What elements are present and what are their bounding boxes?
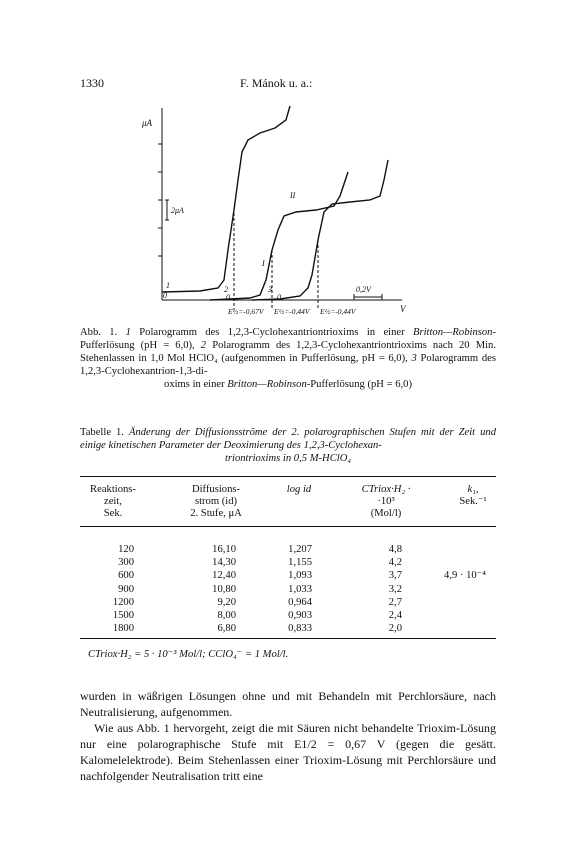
half-wave-label-2: E½=-0,44V <box>274 307 310 316</box>
paragraph: wurden in wäßrigen Lösungen ohne und mit Behandeln mit Perchlorsäure, nach Neutralisierung, aufgenommen. <box>80 689 496 719</box>
half-wave-label-1: E½=-0,67V <box>228 307 264 316</box>
paragraph: Wie aus Abb. 1 hervorgeht, zeigt die mit Säuren nicht behandelte Trioxim-Lösung nur eine polarographische Stufe mit E1/2 = 0,67 V (gegen die gesätt. Kalomelelektrode). Beim Stehenlassen einer Trioxim-Lösung mit Perchlorsäure und nachfolgender Neutralisation tritt eine <box>80 721 496 783</box>
header-line: Diffusions- <box>191 484 241 495</box>
header-line: ·10³ <box>377 496 395 507</box>
caption-text: Polarogramm des 1,2,3-Cyclohexantrion-1,3-di- <box>80 353 496 377</box>
header-line: Sek. <box>103 508 123 519</box>
zero-label-1: 0 <box>163 291 167 300</box>
caption-curve-ref: 1 <box>125 327 131 338</box>
x-unit-label: V <box>400 304 406 314</box>
table-cell: 10,80 <box>212 583 236 595</box>
figure-caption <box>80 326 496 391</box>
header-line: strom (id) <box>194 496 238 507</box>
curve-label-2: 2 <box>224 285 228 294</box>
table-cell: 2,7 <box>388 596 402 608</box>
curve-1 <box>162 106 290 292</box>
table-cell: 3,2 <box>388 583 402 595</box>
table-footnote: CTriox·H₂ = 5 · 10⁻³ Mol/l; CClO₄⁻ = 1 Mol/l. <box>88 649 289 660</box>
table-cell: 1500 <box>112 610 134 621</box>
header-line: CTriox·H₂ · <box>361 484 411 495</box>
header-line: (Mol/l) <box>370 508 402 519</box>
header-line: k₁, <box>467 484 479 495</box>
table-cell: 300 <box>118 557 134 569</box>
caption-text: oxims in einer <box>164 379 228 390</box>
caption-last-line <box>80 378 496 391</box>
x-scale-label: 0,2V <box>356 285 371 294</box>
table-cell: 2,4 <box>388 610 402 621</box>
table-cell: 0,833 <box>288 623 312 635</box>
header-line: log id <box>286 484 312 495</box>
header-log-id <box>274 484 324 496</box>
y-unit-label: μA <box>142 118 153 128</box>
header-line: zeit, <box>104 496 122 507</box>
caption-italic: Britton—Robinson <box>413 327 493 338</box>
curve-label-3: 3 <box>268 285 272 294</box>
table-cell: 16,10 <box>212 544 236 555</box>
polarogram-figure <box>140 100 440 322</box>
table-cell: 0,903 <box>288 610 312 621</box>
curve-3 <box>252 160 388 300</box>
table-title: Änderung der Diffusionsströme der 2. polarographischen Stufen mit der Zeit und einige kinetischen Parameter der Deoximierung des 1,2,3-Cyclohexan- <box>80 427 496 451</box>
header-concentration <box>346 484 426 520</box>
curve-label-I: I <box>262 259 265 268</box>
table-cell: 1,093 <box>288 570 312 582</box>
table-cell: 4,2 <box>388 557 402 569</box>
table-cell: 1,033 <box>288 583 312 595</box>
table-cell: 4,8 <box>388 544 402 555</box>
table-top-rule <box>80 476 496 477</box>
table-cell: 1,155 <box>288 557 312 569</box>
caption-lead: Abb. 1. <box>80 327 126 338</box>
table-cell: 12,40 <box>212 570 236 582</box>
table-label: Tabelle 1. <box>80 427 129 438</box>
zero-label-2: 0 <box>226 293 230 302</box>
zero-label-3: 0 <box>277 293 281 302</box>
table-cell: 14,30 <box>212 557 236 569</box>
caption-italic: Britton—Robinson <box>227 379 307 390</box>
table-cell: 2,0 <box>388 623 402 635</box>
table-header-rule <box>80 526 496 527</box>
table-cell: 6,80 <box>217 623 236 635</box>
table-cell: 120 <box>118 544 134 555</box>
header-k1 <box>448 484 498 508</box>
header-diffusion-current <box>176 484 256 520</box>
caption-text: Polarogramm des 1,2,3-Cyclohexantriontrioxims in einer <box>130 327 413 338</box>
caption-text: -Pufferlösung (pH = 6,0) <box>306 379 412 390</box>
table-cell: 8,00 <box>217 610 236 621</box>
table-caption <box>80 426 496 465</box>
caption-text: -Pufferlösung (pH = 6,0), <box>80 327 496 351</box>
caption-curve-ref: 2 <box>200 340 207 351</box>
k1-value: 4,9 · 10⁻⁴ <box>444 570 486 581</box>
header-line: 2. Stufe, μA <box>190 508 242 519</box>
curve-label-1: 1 <box>166 281 170 290</box>
caption-text: Polarogramm des 1,2,3-Cyclohexantriontrioxims nach 20 Min. Stehenlassen in 1,0 Mol HClO₄ (aufgenommen in Pufferlösung, pH = 6,0), <box>80 340 496 364</box>
table-title-end: triontrioxims in 0,5 M-HClO₄ <box>224 453 352 464</box>
scale-bar-label: 2μA <box>171 206 184 215</box>
header-reaction-time <box>82 484 144 520</box>
table-cell: 900 <box>118 583 134 595</box>
half-wave-label-3: E½=-0,44V <box>320 307 356 316</box>
table-cell: 600 <box>118 570 134 582</box>
table-cell: 1200 <box>112 596 134 608</box>
body-text <box>80 688 496 784</box>
header-line: Sek.⁻¹ <box>459 496 487 507</box>
caption-curve-ref: 3 <box>411 353 417 364</box>
page-number: 1330 <box>80 76 104 90</box>
table-bottom-rule <box>80 638 496 639</box>
header-line: Reaktions- <box>90 484 136 495</box>
running-header: F. Mánok u. a.: <box>240 76 313 90</box>
curve-label-II: II <box>290 191 296 200</box>
table-cell: 3,7 <box>388 570 402 582</box>
table-cell: 1,207 <box>288 544 312 555</box>
table-cell: 1800 <box>112 623 134 635</box>
table-cell: 9,20 <box>217 596 236 608</box>
table-cell: 0,964 <box>288 596 312 608</box>
